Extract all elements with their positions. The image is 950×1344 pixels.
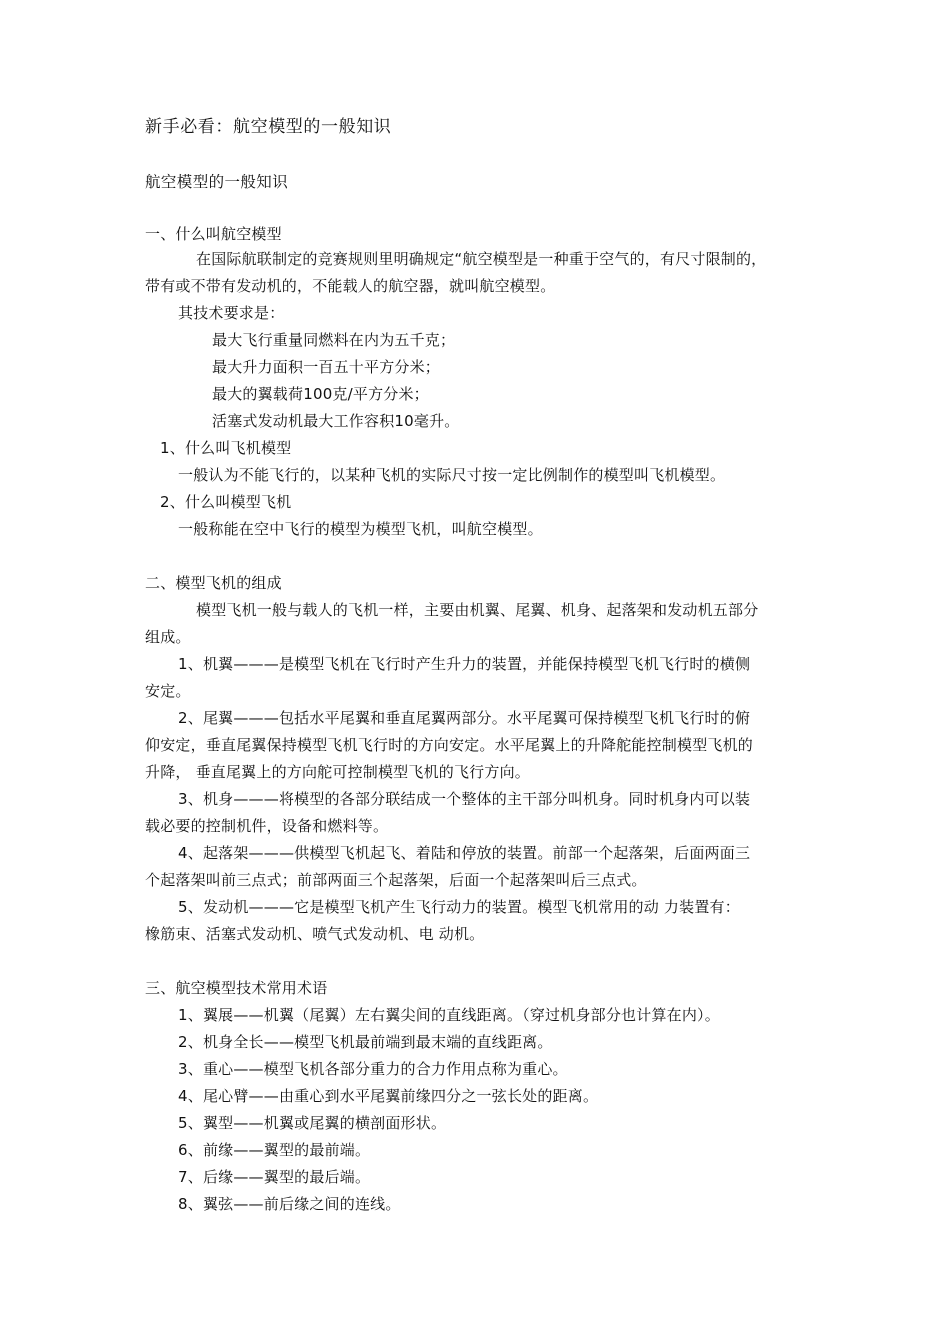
component-item: 5、发动机———它是模型飞机产生飞行动力的装置。模型飞机常用的动 力装置有： — [178, 898, 740, 916]
component-item: 4、起落架———供模型飞机起飞、着陆和停放的装置。前部一个起落架，后面两面三 — [178, 844, 751, 862]
component-item: 1、机翼———是模型飞机在飞行时产生升力的装置，并能保持模型飞机飞行时的横侧 — [178, 655, 751, 673]
requirement-item: 最大升力面积一百五十平方分米； — [212, 358, 441, 376]
term-item: 7、后缘——翼型的最后端。 — [178, 1168, 371, 1186]
term-item: 8、翼弦——前后缘之间的连线。 — [178, 1195, 401, 1213]
section-heading-3: 三、航空模型技术常用术语 — [145, 979, 328, 997]
requirement-item: 最大的翼载荷100克/平方分米； — [212, 385, 429, 403]
component-item: 2、尾翼———包括水平尾翼和垂直尾翼两部分。水平尾翼可保持模型飞机飞行时的俯 — [178, 709, 751, 727]
paragraph-line: 仰安定，垂直尾翼保持模型飞机飞行时的方向安定。水平尾翼上的升降舵能控制模型飞机的 — [145, 736, 754, 754]
paragraph-line: 个起落架叫前三点式；前部两面三个起落架，后面一个起落架叫后三点式。 — [145, 871, 647, 889]
component-item: 3、机身———将模型的各部分联结成一个整体的主干部分叫机身。同时机身内可以装 — [178, 790, 751, 808]
paragraph-line: 组成。 — [145, 628, 191, 646]
term-item: 1、翼展——机翼（尾翼）左右翼尖间的直线距离。（穿过机身部分也计算在内）。 — [178, 1006, 720, 1024]
paragraph-line: 安定。 — [145, 682, 191, 700]
section-heading-2: 二、模型飞机的组成 — [145, 574, 282, 592]
answer-text: 一般认为不能飞行的，以某种飞机的实际尺寸按一定比例制作的模型叫飞机模型。 — [178, 466, 726, 484]
answer-text: 一般称能在空中飞行的模型为模型飞机，叫航空模型。 — [178, 520, 543, 538]
paragraph-line: 模型飞机一般与载人的飞机一样，主要由机翼、尾翼、机身、起落架和发动机五部分 — [196, 601, 759, 619]
term-item: 5、翼型——机翼或尾翼的横剖面形状。 — [178, 1114, 447, 1132]
question-heading: 1、什么叫飞机模型 — [160, 439, 292, 457]
term-item: 4、尾心臂——由重心到水平尾翼前缘四分之一弦长处的距离。 — [178, 1087, 599, 1105]
paragraph-line: 升降， 垂直尾翼上的方向舵可控制模型飞机的飞行方向。 — [145, 763, 530, 781]
question-heading: 2、什么叫模型飞机 — [160, 493, 292, 511]
document-subtitle: 航空模型的一般知识 — [145, 173, 289, 191]
paragraph-line: 橡筋束、活塞式发动机、喷气式发动机、电 动机。 — [145, 925, 485, 943]
section-heading-1: 一、什么叫航空模型 — [145, 225, 282, 243]
requirement-item: 活塞式发动机最大工作容积10毫升。 — [212, 412, 460, 430]
requirements-intro: 其技术要求是： — [178, 304, 285, 322]
document-title: 新手必看：航空模型的一般知识 — [145, 117, 392, 137]
requirement-item: 最大飞行重量同燃料在内为五千克； — [212, 331, 456, 349]
term-item: 6、前缘——翼型的最前端。 — [178, 1141, 371, 1159]
paragraph-line: 在国际航联制定的竞赛规则里明确规定“航空模型是一种重于空气的，有尺寸限制的， — [196, 250, 767, 268]
term-item: 3、重心——模型飞机各部分重力的合力作用点称为重心。 — [178, 1060, 568, 1078]
paragraph-line: 带有或不带有发动机的，不能载人的航空器，就叫航空模型。 — [145, 277, 556, 295]
paragraph-line: 载必要的控制机件，设备和燃料等。 — [145, 817, 389, 835]
term-item: 2、机身全长——模型飞机最前端到最末端的直线距离。 — [178, 1033, 553, 1051]
